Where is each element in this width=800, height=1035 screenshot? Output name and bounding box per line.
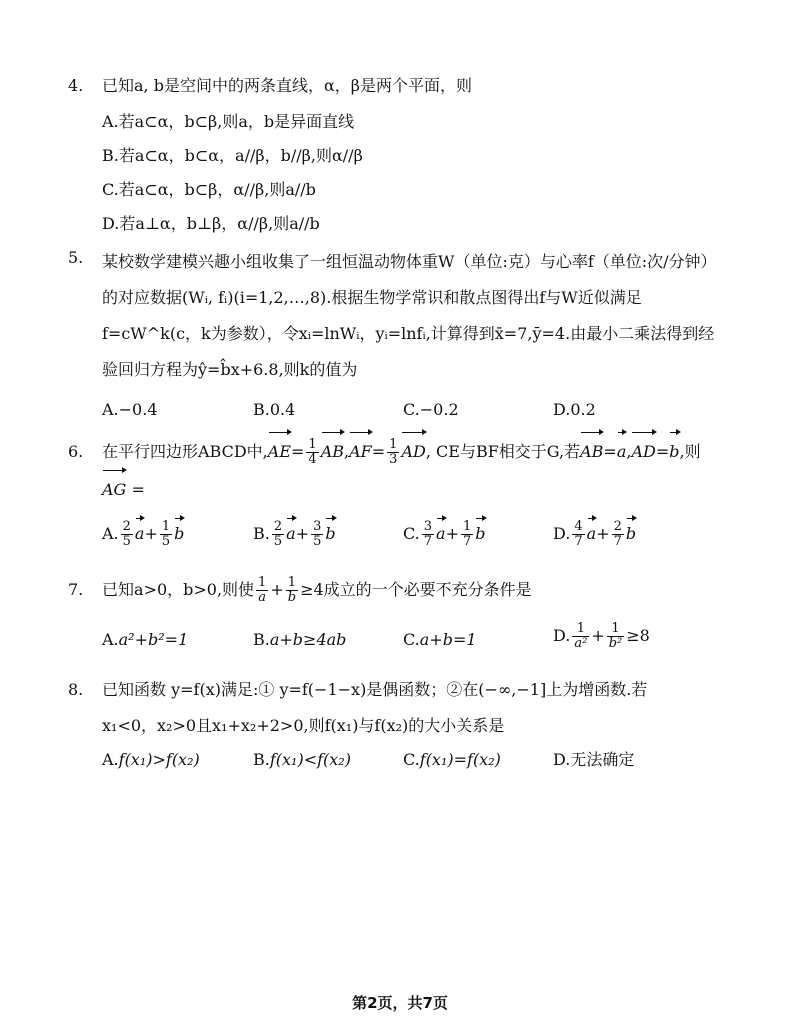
stem-text-b: , CE与BF相交于G,若 (425, 442, 581, 461)
question-number: 8. (68, 680, 84, 699)
vector-a: a (286, 520, 296, 548)
option-text: 若a⊂α，b⊂α，a//β，b//β,则α//β (118, 146, 363, 165)
numerator: 1 (572, 622, 589, 637)
question-text: 已知a, b是空间中的两条直线，α，β是两个平面，则 (102, 76, 473, 95)
vector-ae: AE (268, 434, 291, 470)
vector-a: a (436, 520, 446, 548)
vector-a: a (617, 434, 627, 470)
option-label: B. (253, 400, 270, 419)
stem-line-2: x₁<0，x₂>0且x₁+x₂+2>0,则f(x₁)与f(x₂)的大小关系是 (102, 716, 505, 735)
vector-ag: AG (102, 472, 126, 508)
option-a[interactable] (102, 108, 354, 136)
option-text: a²+b²=1 (118, 630, 189, 649)
question-text (102, 244, 748, 388)
stem-line-1: 某校数学建模兴趣小组收集了一组恒温动物体重W（单位:克）与心率f（单位:次/分钟） (102, 252, 717, 271)
numerator: 1 (463, 519, 472, 534)
option-label: A. (102, 630, 119, 649)
option-label: B. (253, 750, 270, 769)
numerator: 4 (574, 519, 583, 534)
question-number: 7. (68, 580, 84, 599)
operator: + (144, 524, 158, 543)
option-c[interactable] (403, 626, 477, 654)
denominator: 5 (122, 534, 131, 549)
vector-af: AF (349, 434, 372, 470)
stem-text-b: 成立的一个必要不充分条件是 (323, 580, 532, 599)
denominator: 3 (389, 452, 398, 467)
numerator: 3 (423, 519, 433, 534)
option-text: a+b≥4ab (269, 630, 347, 649)
option-b[interactable] (253, 396, 295, 424)
option-d[interactable] (102, 210, 320, 238)
denominator: b² (608, 636, 623, 651)
question-number: 5. (68, 248, 84, 267)
question-stem (68, 72, 748, 100)
numerator: 2 (613, 519, 622, 534)
question-text (102, 672, 748, 744)
option-label: B. (102, 146, 119, 165)
option-text: 无法确定 (570, 750, 635, 769)
vector-b: b (325, 520, 335, 548)
fraction (306, 438, 318, 467)
option-c[interactable] (102, 176, 316, 204)
vector-b: b (475, 520, 485, 548)
option-text: 0.4 (269, 400, 296, 419)
numerator: 1 (161, 519, 171, 534)
option-text: f(x₁)>f(x₂) (118, 750, 200, 769)
denominator: 7 (423, 534, 433, 549)
option-d[interactable] (553, 396, 596, 424)
option-label: A. (102, 524, 119, 543)
option-d[interactable] (553, 746, 634, 774)
fraction (272, 520, 284, 549)
fraction (311, 520, 323, 549)
option-a[interactable] (102, 396, 158, 424)
inequality: ≥8 (626, 626, 650, 645)
numerator: 2 (273, 519, 283, 534)
question-stem (68, 244, 748, 388)
equals: = (131, 480, 145, 499)
denominator: 7 (463, 534, 472, 549)
denominator: 7 (574, 534, 583, 549)
option-label: C. (403, 524, 420, 543)
denominator: 5 (161, 534, 171, 549)
stem-text-a: 已知a>0，b>0,则使 (102, 580, 255, 599)
vector-a: a (135, 520, 145, 548)
operator: + (596, 524, 610, 543)
option-label: D. (553, 524, 571, 543)
inequality: ≥4 (300, 580, 324, 599)
page-footer: 第2页，共7页 (352, 994, 448, 1012)
vector-ab-2: AB (580, 434, 603, 470)
option-text: 若a⊂α，b⊂β，α//β,则a//b (118, 180, 316, 199)
numerator: 1 (607, 622, 625, 637)
fraction (422, 520, 434, 549)
option-label: C. (403, 400, 420, 419)
denominator: 7 (613, 534, 622, 549)
stem-line-4: 验回归方程为ŷ=b̂x+6.8,则k的值为 (102, 360, 358, 379)
option-b[interactable] (102, 142, 363, 170)
option-c[interactable] (403, 746, 501, 774)
stem-line-1: 已知函数 y=f(x)满足:① y=f(−1−x)是偶函数；②在(−∞,−1]上为增函数.若 (102, 680, 648, 699)
fraction (612, 520, 624, 549)
option-d[interactable] (553, 520, 636, 549)
numerator: 1 (286, 576, 298, 591)
option-a[interactable] (102, 520, 184, 549)
question-stem (68, 572, 748, 608)
question-5 (68, 244, 748, 388)
denominator: 4 (308, 452, 317, 467)
option-label: C. (403, 750, 420, 769)
denominator: b (287, 590, 297, 605)
option-d[interactable] (553, 622, 650, 651)
question-number: 6. (68, 442, 84, 461)
vector-a: a (587, 520, 597, 548)
option-text: −0.2 (419, 400, 459, 419)
numerator: 3 (313, 519, 322, 534)
option-c[interactable] (403, 520, 486, 549)
vector-b: b (669, 434, 679, 470)
stem-line-2: 的对应数据(Wᵢ, fᵢ)(i=1,2,…,8).根据生物学常识和散点图得出f与W近似满足 (102, 288, 642, 307)
option-label: A. (102, 112, 119, 131)
question-stem (68, 672, 748, 744)
vector-ab: AB (321, 434, 344, 470)
denominator: 5 (273, 534, 283, 549)
fraction (607, 622, 625, 651)
numerator: 2 (122, 519, 131, 534)
stem-line-3: f=cW^k(c，k为参数），令xᵢ=lnWᵢ，yᵢ=lnfᵢ,计算得到x̄=7,ȳ=4.由最小二乘法得到经 (102, 324, 715, 343)
denominator: a² (574, 636, 588, 651)
fraction (256, 576, 268, 605)
vector-b: b (174, 520, 184, 548)
option-text: a+b=1 (419, 630, 477, 649)
option-text: f(x₁)=f(x₂) (419, 750, 501, 769)
question-6 (68, 434, 748, 508)
fraction (160, 520, 172, 549)
stem-text-c: ,则 (679, 442, 701, 461)
vector-ad-2: AD (631, 434, 655, 470)
option-label: B. (253, 524, 270, 543)
fraction (572, 622, 589, 651)
fraction (572, 520, 584, 549)
option-label: C. (403, 630, 420, 649)
numerator: 1 (258, 575, 267, 590)
denominator: a (258, 590, 267, 605)
option-b[interactable] (253, 520, 336, 549)
operator: + (445, 524, 459, 543)
question-7 (68, 572, 748, 608)
option-label: B. (253, 630, 270, 649)
option-label: D. (553, 750, 571, 769)
fraction (286, 576, 298, 605)
option-text: 0.2 (570, 400, 596, 419)
denominator: 5 (313, 534, 322, 549)
option-b[interactable] (253, 746, 351, 774)
question-stem (68, 434, 748, 508)
option-label: A. (102, 400, 119, 419)
operator: + (295, 524, 310, 543)
option-label: D. (553, 626, 571, 645)
question-8 (68, 672, 748, 744)
option-label: D. (102, 214, 120, 233)
operator: + (591, 626, 605, 645)
question-text: 在平行四边形ABCD中,AE= $\frac{1}{4}$ AB,AF= $\frac{1}{3}$ AD, CE与BF相交于G,若AB=a,AD=b,则 AG = (102, 434, 748, 508)
option-text: f(x₁)<f(x₂) (269, 750, 351, 769)
stem-text-a: 在平行四边形ABCD中, (102, 442, 268, 461)
vector-ad: AD (401, 434, 425, 470)
fraction (121, 520, 133, 549)
numerator: 1 (308, 437, 317, 452)
option-label: A. (102, 750, 119, 769)
option-b[interactable] (253, 626, 346, 654)
numerator: 1 (389, 437, 398, 452)
question-number: 4. (68, 76, 84, 95)
question-4 (68, 72, 748, 100)
option-a[interactable] (102, 746, 200, 774)
option-a[interactable] (102, 626, 188, 654)
fraction (387, 438, 399, 467)
fraction (461, 520, 473, 549)
option-c[interactable] (403, 396, 459, 424)
option-text: 若a⊥α，b⊥β，α//β,则a//b (119, 214, 320, 233)
option-label: D. (553, 400, 571, 419)
question-text: 已知a>0，b>0,则使 $\frac{1}{a}$ + $\frac{1}{b}$ ≥4成立的一个必要不充分条件是 (102, 575, 532, 605)
option-text: 若a⊂α，b⊂β,则a，b是异面直线 (118, 112, 355, 131)
option-label: C. (102, 180, 119, 199)
option-text: −0.4 (118, 400, 158, 419)
vector-b: b (626, 520, 636, 548)
